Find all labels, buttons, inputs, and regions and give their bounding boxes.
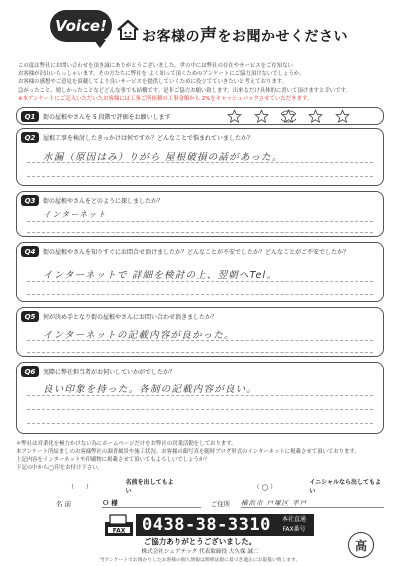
house-icon (116, 18, 140, 42)
star-icon[interactable] (308, 109, 323, 124)
question-box-q5 (16, 307, 384, 357)
question-number: Q1 (21, 111, 39, 122)
question-text: 街の屋根やさんをどのように探しましたか？ (43, 198, 164, 205)
customer-info-row (16, 496, 384, 510)
name-field[interactable]: Ｏ 様 (102, 498, 200, 508)
intro-text: この度は弊社にお問い合わせを頂き誠にありがとうございました。世の中には弊社の存在やサービスをご存知ない お客様が沢山いらっしゃいます。その方たちに弊社を よく知って頂くためのアンケートにご協力頂けないでしょうか。 お客様の感想やご意見を頂戴してより良いサービスを提供していくために役立てていきたいと考えております。 急がったこと、嬉しかったことなどどんな事でも結構です。是非ご協力お願い致します。出来るだけ具体的に書いて頂けますと幸いです。 ※本アンケートにご記入いただいたお客様には工事ご所依頼の工事金額から 2%をキャッシュバックさせていただきます。 (18, 62, 386, 103)
initial-consent-label: イニシャルなら出してもよい (309, 479, 381, 495)
thanks-message: ご協力ありがとうございました。 (143, 537, 257, 546)
star-icon[interactable] (227, 109, 242, 124)
answer-text: 良い印象を持った。各制の記載内容が良い。 (43, 384, 258, 395)
answer-text: インターネットで 詳細を検討の上、翌朝へTel。 (43, 270, 278, 281)
question-text: 何が決め手となり街の屋根やさんにお問い合わせ頂きましたか？ (43, 314, 218, 321)
answer-line (27, 221, 373, 222)
star-icon[interactable] (335, 109, 350, 124)
answer-line (27, 409, 373, 410)
question-box-q3 (16, 191, 384, 237)
answer-text: 水漏（原因はみ）りがら 屋根破損の話があった。 (43, 152, 283, 163)
answer-text: インターネット (43, 210, 107, 219)
answer-text: インターネットの記載内容が良かった。 (43, 330, 235, 341)
answer-line (27, 340, 373, 341)
fax-number: 0438-38-3310 (136, 514, 277, 536)
fax-icon-label: FAX (112, 527, 126, 535)
question-box-q2 (16, 128, 384, 186)
question-box-q6 (16, 362, 384, 434)
question-text: 屋根工事を検討したきっかけは何ですか？どんなことで悩まれていましたか？ (43, 135, 254, 142)
page-title: お客様の声をお聞かせください (142, 26, 348, 46)
name-consent-checkbox[interactable]: （ ） (68, 483, 93, 491)
question-number: Q6 (21, 366, 39, 377)
question-box-q4 (16, 242, 384, 302)
voice-badge: Voice! (50, 10, 112, 42)
question-box-q1 (16, 107, 384, 125)
question-number: Q5 (21, 311, 39, 322)
answer-line (27, 352, 373, 353)
answer-line (27, 232, 373, 233)
question-number: Q4 (21, 246, 39, 257)
address-label: ご住所 (210, 499, 231, 508)
privacy-note: 当アンケートでお預かりしたお客様の個人情報は関係法規に基づき適正にお取扱い致します。 (99, 558, 301, 563)
answer-line (27, 395, 373, 396)
initial-consent-checkbox[interactable]: （ ◯ ） (253, 483, 277, 491)
header (0, 0, 400, 58)
question-text: 街の屋根やさんを 5 段階で評価をお願いします (43, 114, 171, 121)
fax-tag: 本社直通 FAX番号 (274, 514, 314, 536)
name-label: 名 前 (56, 499, 72, 508)
consent-options (16, 479, 384, 495)
question-number: Q2 (21, 132, 39, 143)
fax-machine-icon (104, 513, 134, 537)
question-text: 街の屋根やさんを知りすぐにお問合せ頂けましたか？どんなことが不安でしたか？どんなことがご不安でしたか？ (43, 249, 350, 256)
company-seal: 高 (348, 532, 374, 558)
star-icon[interactable] (281, 109, 296, 124)
answer-line (27, 281, 373, 282)
publication-notice: ＊弊社は営業化を極力かけない為にホームページだけをお弊社の営業活動をしております。 本アンケート所結ましのお客様弊社の調査風景や施工状況、お客様の顔写真を随時ブログ形式のインターネットに掲載させて頂いております。 上記内容をインターネットや印刷物に掲載させて頂いてもよろしいでしょうか？ 下記の中から◯印をお付け下さい。 (16, 441, 360, 471)
question-text: 実際に弊社担当者がお伺いしていかがでしたか？ (43, 369, 176, 376)
address-field[interactable]: 横浜市 戸塚区 平戸 (241, 498, 384, 508)
star-rating[interactable] (227, 109, 350, 124)
name-consent-label: 名前を出してもよい (125, 479, 174, 495)
question-number: Q3 (21, 195, 39, 206)
cashback-notice: ※本アンケートにご記入いただいたお客様には工事ご所依頼の工事金額から 2%をキャッシュバックさせていただきます。 (18, 95, 313, 102)
star-icon[interactable] (254, 109, 269, 124)
answer-line (27, 423, 373, 424)
answer-line (27, 176, 373, 177)
answer-line (27, 294, 373, 295)
answer-line (27, 162, 373, 163)
company-info: 株式会社シェアテック 代表取締役 大久保 誠二 (141, 549, 259, 555)
